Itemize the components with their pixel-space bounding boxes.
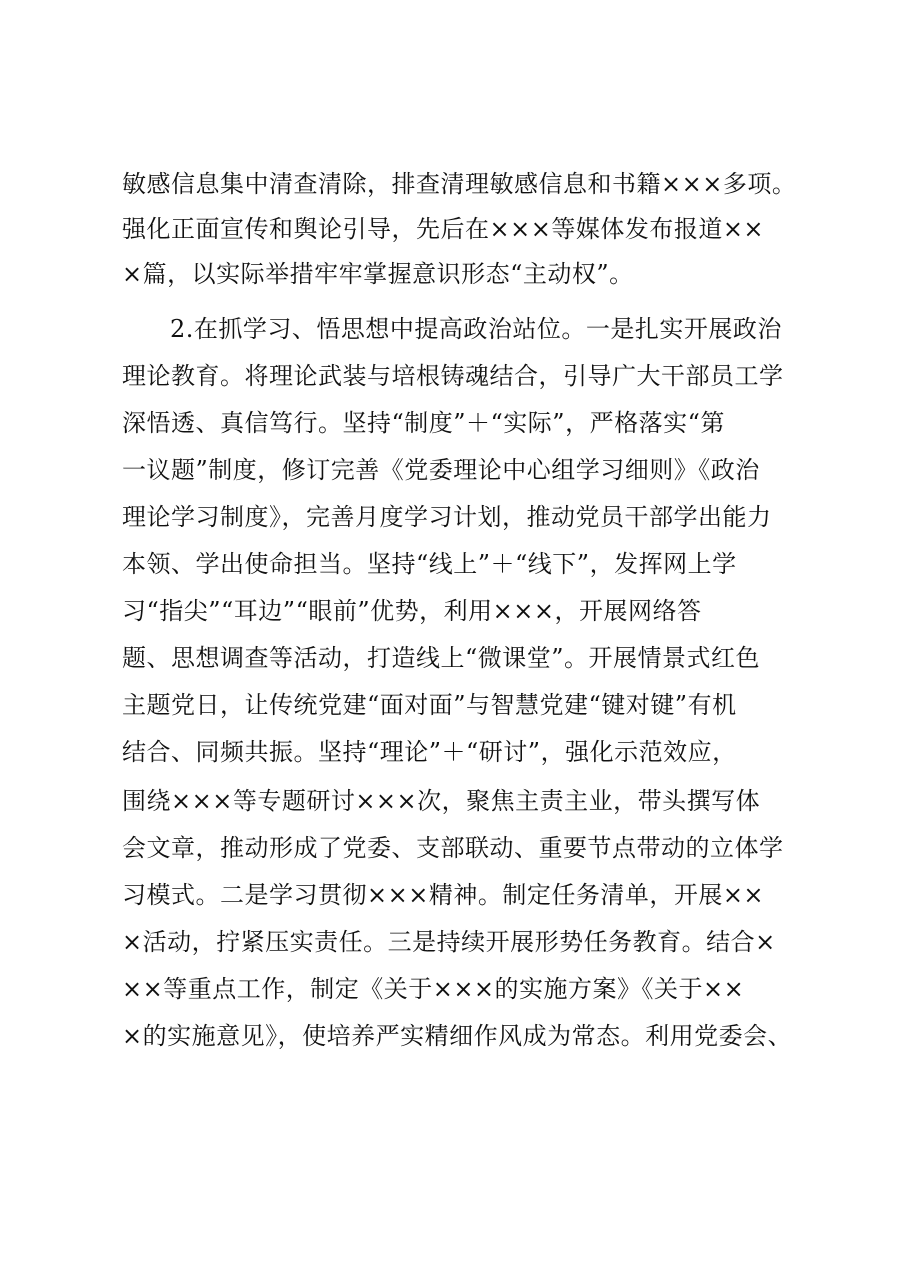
text-line-6: 深悟透、真信笃行。坚持“制度”＋“实际”，严格落实“第 xyxy=(122,409,725,437)
text-line-15: 会文章，推动形成了党委、支部联动、重要节点带动的立体学 xyxy=(122,834,784,862)
text-line-16: 习模式。二是学习贯彻×××精神。制定任务清单，开展×× xyxy=(122,881,765,909)
text-line-9: 本领、学出使命担当。坚持“线上”＋“线下”，发挥网上学 xyxy=(122,550,737,578)
text-line-1: 敏感信息集中清查清除，排查清理敏感信息和书籍×××多项。 xyxy=(122,170,797,198)
text-line-12: 主题党日，让传统党建“面对面”与智慧党建“键对键”有机 xyxy=(122,691,737,719)
text-line-13: 结合、同频共振。坚持“理论”＋“研讨”，强化示范效应， xyxy=(122,738,737,766)
text-line-18: ××等重点工作，制定《关于×××的实施方案》《关于×× xyxy=(122,975,745,1003)
text-line-19: ×的实施意见》，使培养严实精细作风成为常态。利用党委会、 xyxy=(122,1022,793,1050)
text-line-5: 理论教育。将理论武装与培根铸魂结合，引导广大干部员工学 xyxy=(122,362,784,390)
text-line-8: 理论学习制度》，完善月度学习计划，推动党员干部学出能力 xyxy=(122,503,772,531)
text-line-14: 围绕×××等专题研讨×××次，聚焦主责主业，带头撰写体 xyxy=(122,787,761,815)
text-line-2: 强化正面宣传和舆论引导，先后在×××等媒体发布报道×× xyxy=(122,215,765,243)
text-line-17: ×活动，拧紧压实责任。三是持续开展形势任务教育。结合× xyxy=(122,928,776,956)
section-heading-line: 2.在抓学习、悟思想中提高政治站位。一是扎实开展政治 xyxy=(170,315,782,343)
text-line-10: 习“指尖”“耳边”“眼前”优势，利用×××，开展网络答 xyxy=(122,597,702,625)
text-line-7: 一议题”制度，修订完善《党委理论中心组学习细则》《政治 xyxy=(122,456,760,484)
text-line-3: ×篇，以实际举措牢牢掌握意识形态“主动权”。 xyxy=(122,260,634,288)
text-line-11: 题、思想调查等活动，打造线上“微课堂”。开展情景式红色 xyxy=(122,644,761,672)
